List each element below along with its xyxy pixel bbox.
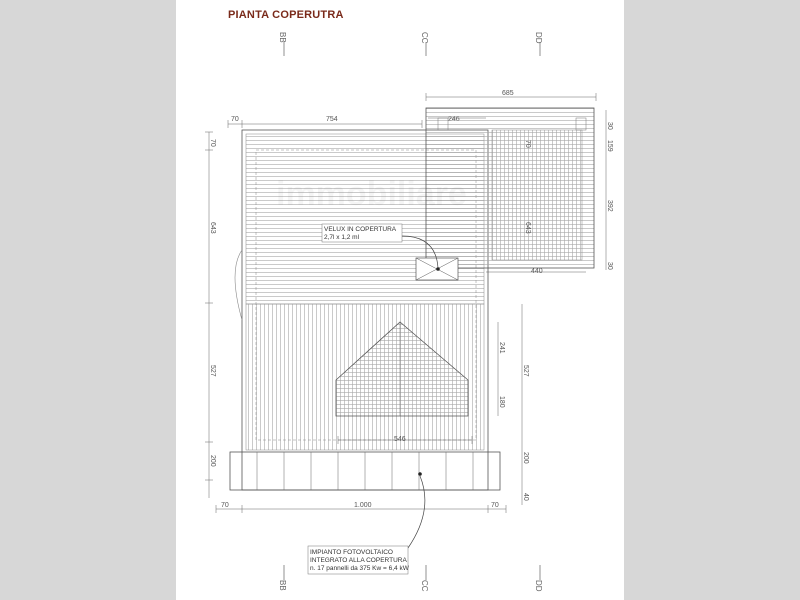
dim-top-70: 70	[231, 116, 239, 123]
axis-label-dd-top: DD	[534, 32, 543, 44]
dim-gable-546: 546	[394, 436, 406, 443]
axis-label-bb-bottom: BB	[278, 580, 287, 591]
dim-top-754: 754	[326, 116, 338, 123]
drawing-title: PIANTA COPERUTRA	[228, 9, 344, 21]
dim-left-200: 200	[209, 455, 216, 467]
axis-label-dd-bottom: DD	[534, 580, 543, 592]
velux-note-line2: 2,7l x 1,2 ml	[324, 234, 360, 241]
roof-eave-curve	[235, 250, 242, 320]
dim-left-527: 527	[209, 365, 216, 377]
dim-inner-643: 643	[524, 222, 531, 234]
dim-annex-30b: 30	[606, 262, 613, 270]
left-dimension-line	[205, 132, 216, 498]
dim-left-643: 643	[209, 222, 216, 234]
dim-annex-159: 159	[606, 140, 613, 152]
dim-bottom-1000: 1.000	[354, 502, 372, 509]
dim-bottom-70b: 70	[491, 502, 499, 509]
dim-bottom-70a: 70	[221, 502, 229, 509]
pv-note-line3: n. 17 pannelli da 375 Kw = 6,4 kW	[310, 565, 409, 572]
dim-right-40: 40	[522, 493, 529, 501]
velux-note-line1: VELUX IN COPERTURA	[324, 226, 397, 233]
watermark: immobiliare	[276, 175, 467, 213]
pv-note-line2: INTEGRATO ALLA COPERTURA	[310, 557, 407, 564]
axis-label-bb-top: BB	[278, 32, 287, 43]
pv-panel-row	[230, 452, 500, 490]
dim-inner-70: 70	[524, 140, 531, 148]
dim-right-200: 200	[522, 452, 529, 464]
dim-annex-30a: 30	[606, 122, 613, 130]
dim-left-70: 70	[209, 139, 216, 147]
dim-annex-440: 440	[531, 268, 543, 275]
dim-inner-241: 241	[498, 342, 505, 354]
axis-label-cc-bottom: CC	[420, 580, 429, 592]
drawing-sheet	[176, 0, 624, 600]
dim-annex-685: 685	[502, 90, 514, 97]
dim-right-527: 527	[522, 365, 529, 377]
top-dimension-line	[228, 116, 422, 128]
axis-label-cc-top: CC	[420, 32, 429, 44]
pv-note	[308, 472, 425, 574]
dim-inner-180: 180	[498, 396, 505, 408]
pv-note-line1: IMPIANTO FOTOVOLTAICO	[310, 549, 393, 556]
bottom-dimension-line	[216, 502, 506, 513]
roof-plan-drawing	[176, 0, 624, 600]
right-dimension-line	[522, 304, 529, 505]
dim-annex-392: 392	[606, 200, 613, 212]
